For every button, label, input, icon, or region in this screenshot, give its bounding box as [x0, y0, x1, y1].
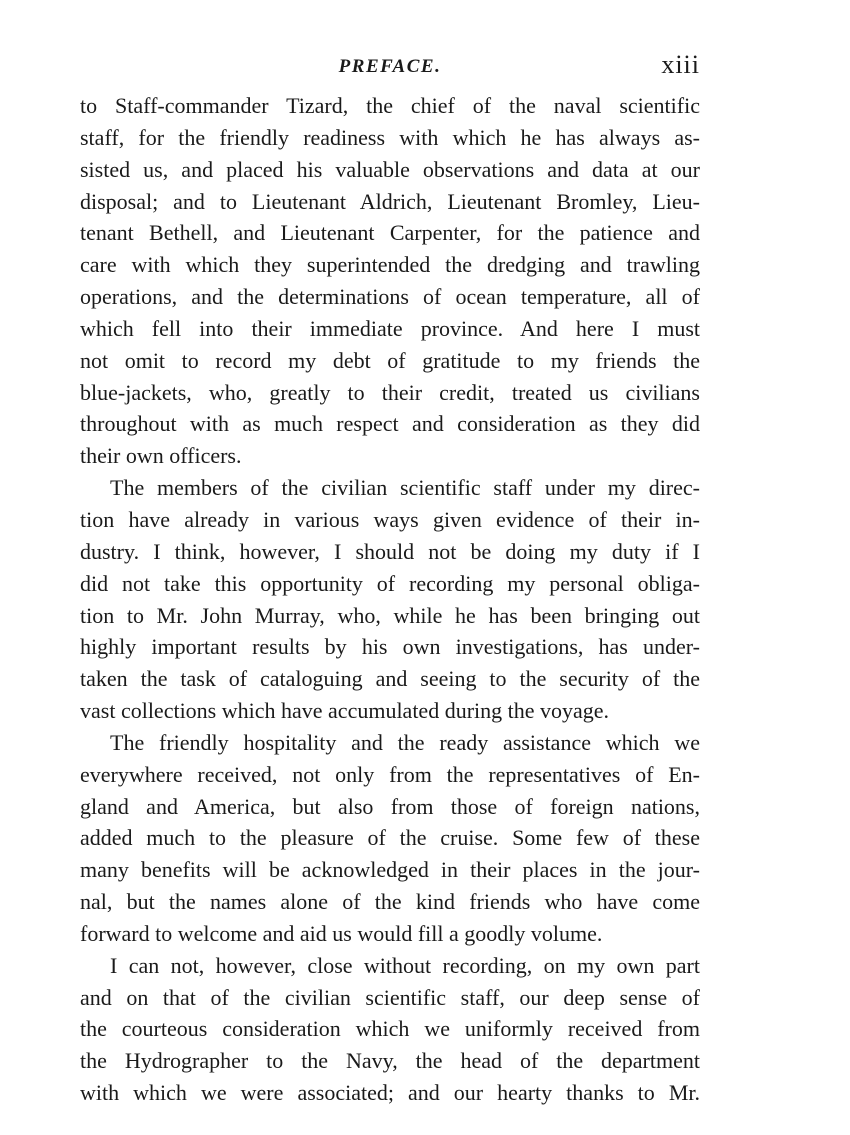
text-line: the Hydrographer to the Navy, the head of the department — [80, 1048, 700, 1074]
text-line: highly important results by his own investigations, has under- — [80, 634, 700, 660]
text-line: care with which they superintended the dredging and trawling — [80, 252, 700, 278]
text-line: staff, for the friendly readiness with which he has always as- — [80, 124, 700, 150]
text-line: which fell into their immediate province. And here I must — [80, 315, 700, 341]
running-head — [80, 50, 700, 82]
text-line: their own officers. — [80, 443, 242, 469]
text-line: The members of the civilian scientific staff under my direc- — [110, 475, 700, 501]
text-line: dustry. I think, however, I should not be doing my duty if I — [80, 538, 700, 564]
paragraph — [80, 727, 700, 950]
running-title: PREFACE. — [338, 56, 442, 77]
text-line: sisted us, and placed his valuable observations and data at our — [80, 156, 700, 182]
text-line: with which we were associated; and our hearty thanks to Mr. — [80, 1080, 700, 1106]
text-line: not omit to record my debt of gratitude to my friends the — [80, 347, 700, 373]
body-text — [80, 90, 700, 1109]
text-line: to Staff-commander Tizard, the chief of the naval scientific — [80, 93, 700, 118]
text-line: The friendly hospitality and the ready assistance which we — [110, 729, 700, 755]
text-line: forward to welcome and aid us would fill a goodly volume. — [80, 920, 603, 946]
text-line: many benefits will be acknowledged in their places in the jour- — [80, 857, 700, 883]
text-line: added much to the pleasure of the cruise. Some few of these — [80, 825, 700, 851]
text-line: throughout with as much respect and consideration as they did — [80, 411, 700, 437]
text-line: operations, and the determinations of ocean temperature, all of — [80, 284, 700, 310]
text-line: gland and America, but also from those of foreign nations, — [80, 793, 700, 819]
text-line: I can not, however, close without recording, on my own part — [110, 952, 700, 978]
paragraph — [80, 472, 700, 727]
text-line: blue-jackets, who, greatly to their credit, treated us civilians — [80, 379, 700, 405]
text-line: disposal; and to Lieutenant Aldrich, Lieutenant Bromley, Lieu- — [80, 188, 700, 214]
text-line: the courteous consideration which we uniformly received from — [80, 1016, 700, 1042]
text-line: everywhere received, not only from the representatives of En- — [80, 761, 700, 787]
text-line: nal, but the names alone of the kind friends who have come — [80, 889, 700, 915]
text-line: tion to Mr. John Murray, who, while he has been bringing out — [80, 602, 700, 628]
text-line: and on that of the civilian scientific staff, our deep sense of — [80, 984, 700, 1010]
paragraph — [80, 950, 700, 1109]
text-line: did not take this opportunity of recording my personal obliga- — [80, 570, 700, 596]
page-number: xiii — [661, 50, 700, 79]
text-line: taken the task of cataloguing and seeing to the security of the — [80, 666, 700, 692]
text-line: vast collections which have accumulated during the voyage. — [80, 698, 610, 724]
text-line: tion have already in various ways given evidence of their in- — [80, 506, 700, 532]
paragraph — [80, 90, 700, 472]
text-line: tenant Bethell, and Lieutenant Carpenter, for the patience and — [80, 220, 700, 246]
